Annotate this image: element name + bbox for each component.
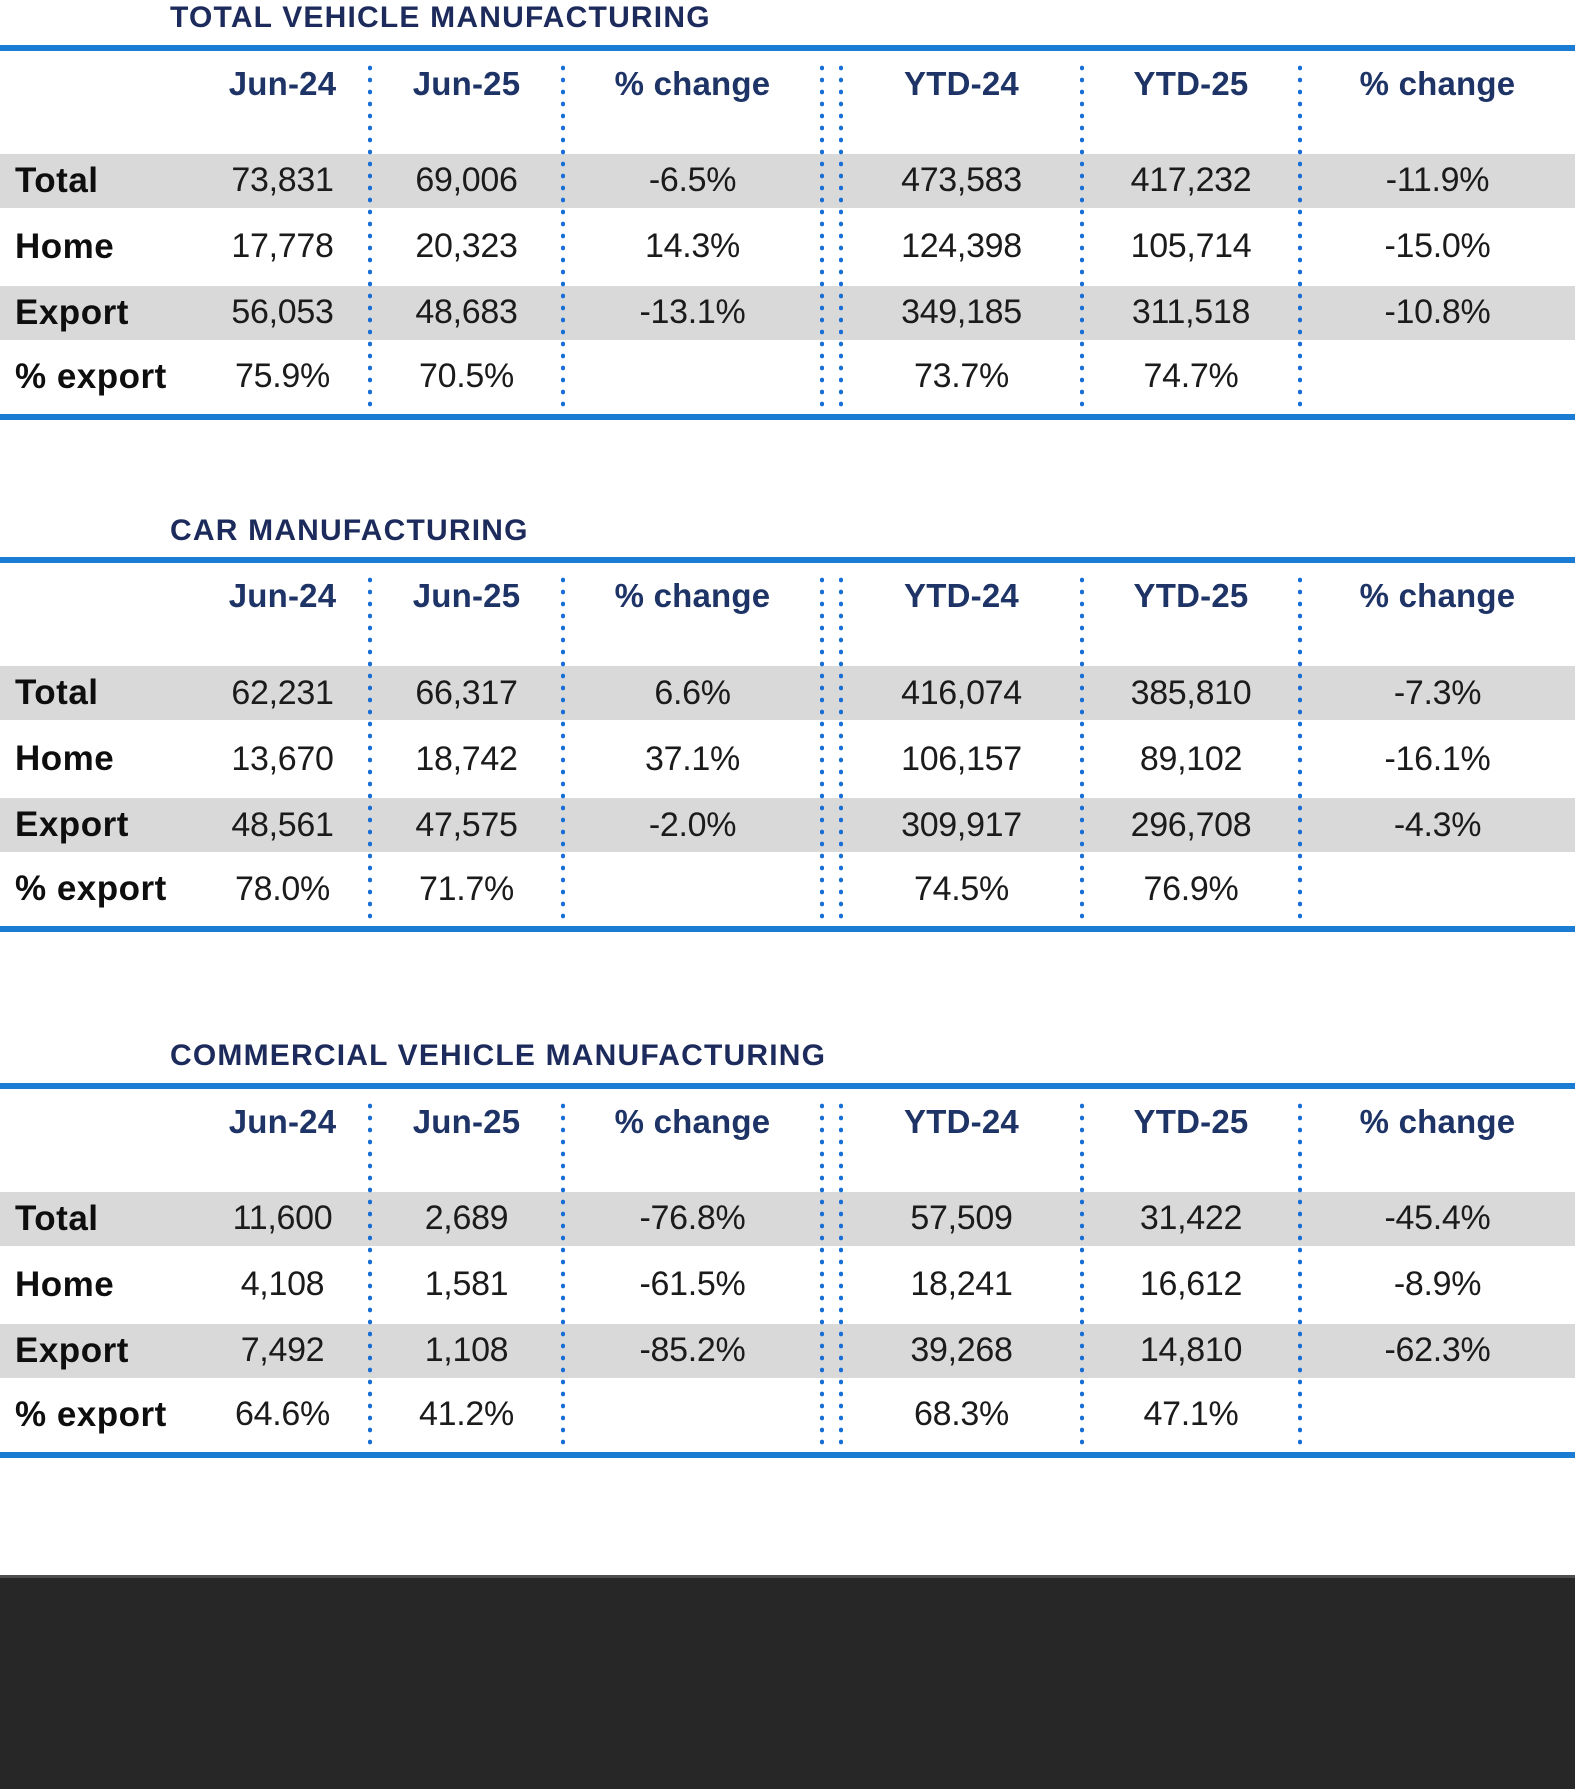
cell-value: 75.9% [235, 357, 330, 395]
column-separator [368, 577, 372, 924]
cell-value: 89,102 [1139, 739, 1243, 778]
cell-value: 56,053 [231, 293, 334, 331]
cell-value: 47,575 [415, 805, 518, 844]
column-separator [839, 65, 843, 412]
cell-value: 473,583 [901, 161, 1022, 199]
cell-value: 20,323 [415, 227, 518, 265]
cell-value: 416,074 [901, 673, 1022, 712]
row-label: Home [15, 226, 115, 266]
cell-value: -8.9% [1393, 1265, 1482, 1303]
row-label: Total [15, 1198, 99, 1238]
cell-value: 124,398 [901, 227, 1022, 265]
cell-value: -15.0% [1384, 227, 1491, 265]
row-label: Export [15, 1330, 129, 1370]
column-header: YTD-25 [1133, 577, 1249, 614]
header-row [0, 1089, 1575, 1192]
table-row-home [0, 208, 1575, 286]
column-separator [820, 65, 824, 412]
data-grid [0, 563, 1575, 926]
cell-value: 73.7% [914, 357, 1009, 395]
cell-value: 2,689 [424, 1199, 509, 1237]
column-separator [368, 1103, 372, 1450]
column-header: Jun-25 [412, 64, 521, 102]
cell-value: 76.9% [1143, 869, 1239, 908]
table-row-home [0, 1246, 1575, 1324]
cell-value: -61.5% [639, 1265, 746, 1303]
cell-value: 48,561 [231, 805, 334, 844]
cell-value: 17,778 [231, 227, 334, 265]
cell-value: 1,581 [424, 1265, 509, 1303]
cell-value: 68.3% [914, 1395, 1009, 1433]
table-title: COMMERCIAL VEHICLE MANUFACTURING [170, 1039, 827, 1072]
column-header: % change [614, 577, 771, 614]
row-label: Export [15, 805, 129, 844]
cell-value: -13.1% [639, 293, 746, 331]
cell-value: 71.7% [419, 869, 514, 908]
cell-value: 48,683 [415, 293, 518, 331]
column-separator [561, 65, 565, 412]
column-header: YTD-24 [904, 577, 1019, 614]
table-row-total [0, 666, 1575, 720]
footer-bar [0, 1575, 1575, 1789]
column-header: Jun-24 [228, 64, 337, 102]
row-label: Total [15, 673, 99, 712]
column-separator [839, 1103, 843, 1450]
column-header: % change [1359, 1102, 1516, 1140]
cell-value: 106,157 [901, 739, 1022, 778]
column-header: % change [614, 64, 771, 102]
table-row-total [0, 1192, 1575, 1246]
column-separator [820, 577, 824, 924]
cell-value: -6.5% [648, 161, 737, 199]
data-grid [0, 51, 1575, 414]
column-separator [1080, 1103, 1084, 1450]
column-header: % change [614, 1102, 771, 1140]
column-separator [1080, 65, 1084, 412]
column-header: YTD-24 [904, 1102, 1019, 1140]
row-label: Total [15, 160, 99, 200]
header-row [0, 51, 1575, 154]
cell-value: 11,600 [232, 1199, 333, 1237]
cell-value: 64.6% [235, 1395, 330, 1433]
column-separator [1298, 577, 1302, 924]
header-row [0, 563, 1575, 666]
column-header: YTD-24 [904, 64, 1019, 102]
column-header: % change [1359, 64, 1516, 102]
cell-value: 296,708 [1130, 805, 1252, 844]
column-separator [839, 577, 843, 924]
column-separator [820, 1103, 824, 1450]
cell-value: 14.3% [645, 227, 740, 265]
table-section-total-vehicle [0, 0, 1575, 420]
cell-value: -16.1% [1384, 739, 1491, 778]
cell-value: -10.8% [1384, 293, 1491, 331]
column-header: Jun-25 [412, 1102, 521, 1140]
cell-value: -62.3% [1384, 1331, 1491, 1369]
cell-value: 39,268 [910, 1331, 1013, 1369]
cell-value: 349,185 [901, 293, 1022, 331]
table-row-pct-export [0, 1378, 1575, 1452]
cell-value: 7,492 [240, 1331, 325, 1369]
cell-value: 37.1% [645, 739, 740, 778]
cell-value: 309,917 [901, 805, 1022, 844]
cell-value: 69,006 [415, 161, 518, 199]
column-header: % change [1359, 577, 1516, 614]
row-label: % export [15, 356, 167, 396]
row-label: Home [15, 1264, 115, 1304]
cell-value: 70.5% [419, 357, 514, 395]
cell-value: -45.4% [1384, 1199, 1491, 1237]
column-header: Jun-24 [228, 1102, 337, 1140]
cell-value: 62,231 [231, 673, 334, 712]
cell-value: 14,810 [1139, 1331, 1243, 1369]
table-row-export [0, 1324, 1575, 1378]
column-header: Jun-25 [412, 577, 521, 614]
cell-value: -2.0% [648, 805, 737, 844]
row-label: % export [15, 869, 167, 908]
cell-value: 74.5% [914, 869, 1009, 908]
cell-value: 57,509 [910, 1199, 1013, 1237]
column-separator [561, 577, 565, 924]
table-row-pct-export [0, 852, 1575, 926]
cell-value: 311,518 [1131, 293, 1251, 331]
table-section-car [0, 513, 1575, 933]
cell-value: 13,670 [231, 739, 334, 778]
bottom-rule [0, 414, 1575, 420]
cell-value: 66,317 [415, 673, 518, 712]
cell-value: 105,714 [1130, 227, 1252, 265]
cell-value: 18,742 [415, 739, 518, 778]
cell-value: 16,612 [1139, 1265, 1243, 1303]
cell-value: 18,241 [910, 1265, 1013, 1303]
cell-value: 385,810 [1130, 673, 1252, 712]
cell-value: -11.9% [1385, 161, 1490, 199]
cell-value: 4,108 [240, 1265, 325, 1303]
cell-value: 73,831 [231, 161, 334, 199]
cell-value: -4.3% [1393, 805, 1482, 844]
cell-value: 417,232 [1130, 161, 1252, 199]
row-label: Export [15, 292, 129, 332]
column-separator [1080, 577, 1084, 924]
column-header: Jun-24 [228, 577, 337, 614]
column-separator [561, 1103, 565, 1450]
cell-value: 31,422 [1139, 1199, 1243, 1237]
cell-value: 74.7% [1143, 357, 1239, 395]
cell-value: 1,108 [424, 1331, 509, 1369]
bottom-rule [0, 926, 1575, 932]
column-header: YTD-25 [1133, 64, 1249, 102]
table-title: TOTAL VEHICLE MANUFACTURING [170, 1, 711, 34]
column-separator [1298, 65, 1302, 412]
table-section-commercial-vehicle [0, 1038, 1575, 1458]
column-separator [1298, 1103, 1302, 1450]
table-row-home [0, 720, 1575, 798]
column-separator [368, 65, 372, 412]
cell-value: -76.8% [639, 1199, 746, 1237]
table-title: CAR MANUFACTURING [170, 513, 529, 547]
cell-value: 78.0% [235, 869, 330, 908]
table-row-pct-export [0, 340, 1575, 414]
cell-value: 47.1% [1143, 1395, 1239, 1433]
column-header: YTD-25 [1133, 1102, 1249, 1140]
table-row-export [0, 286, 1575, 340]
data-grid [0, 1089, 1575, 1452]
cell-value: -85.2% [639, 1331, 746, 1369]
cell-value: 41.2% [419, 1395, 514, 1433]
row-label: Home [15, 739, 115, 778]
row-label: % export [15, 1394, 167, 1434]
cell-value: -7.3% [1393, 673, 1482, 712]
cell-value: 6.6% [654, 673, 731, 712]
bottom-rule [0, 1452, 1575, 1458]
table-row-export [0, 798, 1575, 852]
table-row-total [0, 154, 1575, 208]
